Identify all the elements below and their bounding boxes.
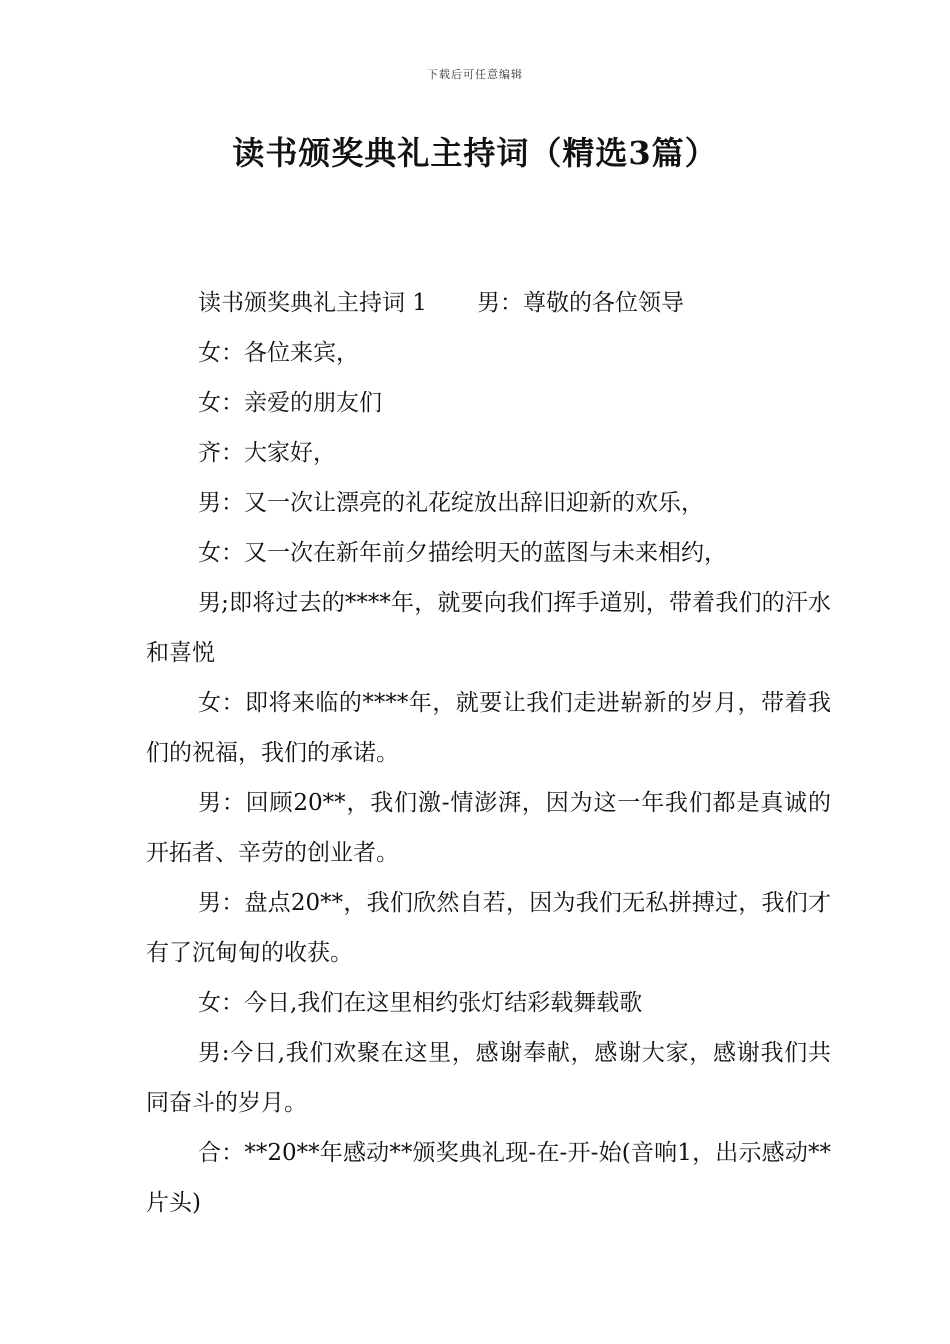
page-header-note: 下载后可任意编辑 (427, 68, 523, 81)
paragraph: 齐：大家好， (198, 440, 336, 466)
section-label: 读书颁奖典礼主持词 1 (198, 290, 427, 316)
paragraph: 女：各位来宾， (198, 340, 359, 366)
paragraph: 女：即将来临的****年，就要让我们走进崭新的岁月，带着我们的祝福，我们的承诺。 (146, 690, 831, 766)
opening-line: 男：尊敬的各位领导 (476, 290, 684, 316)
paragraph: 男：回顾20**，我们激-情澎湃，因为这一年我们都是真诚的开拓者、辛劳的创业者。 (146, 790, 831, 866)
paragraph: 男：盘点20**，我们欣然自若，因为我们无私拼搏过，我们才有了沉甸甸的收获。 (146, 890, 831, 966)
document-body (146, 278, 831, 1228)
paragraph: 女：亲爱的朋友们 (198, 390, 382, 416)
paragraph-intro (146, 278, 831, 328)
document-title: 读书颁奖典礼主持词（精选3篇） (232, 134, 718, 172)
paragraph: 合：**20**年感动**颁奖典礼现-在-开-始(音响1，出示感动**片头) (146, 1140, 831, 1216)
paragraph: 女：今日,我们在这里相约张灯结彩载舞载歌 (198, 990, 643, 1016)
paragraph: 男;即将过去的****年，就要向我们挥手道别，带着我们的汗水和喜悦 (146, 590, 831, 666)
paragraph: 男：又一次让漂亮的礼花绽放出辞旧迎新的欢乐， (198, 490, 704, 516)
paragraph: 男:今日,我们欢聚在这里，感谢奉献，感谢大家，感谢我们共同奋斗的岁月。 (146, 1040, 831, 1116)
paragraph: 女：又一次在新年前夕描绘明天的蓝图与未来相约， (198, 540, 727, 566)
